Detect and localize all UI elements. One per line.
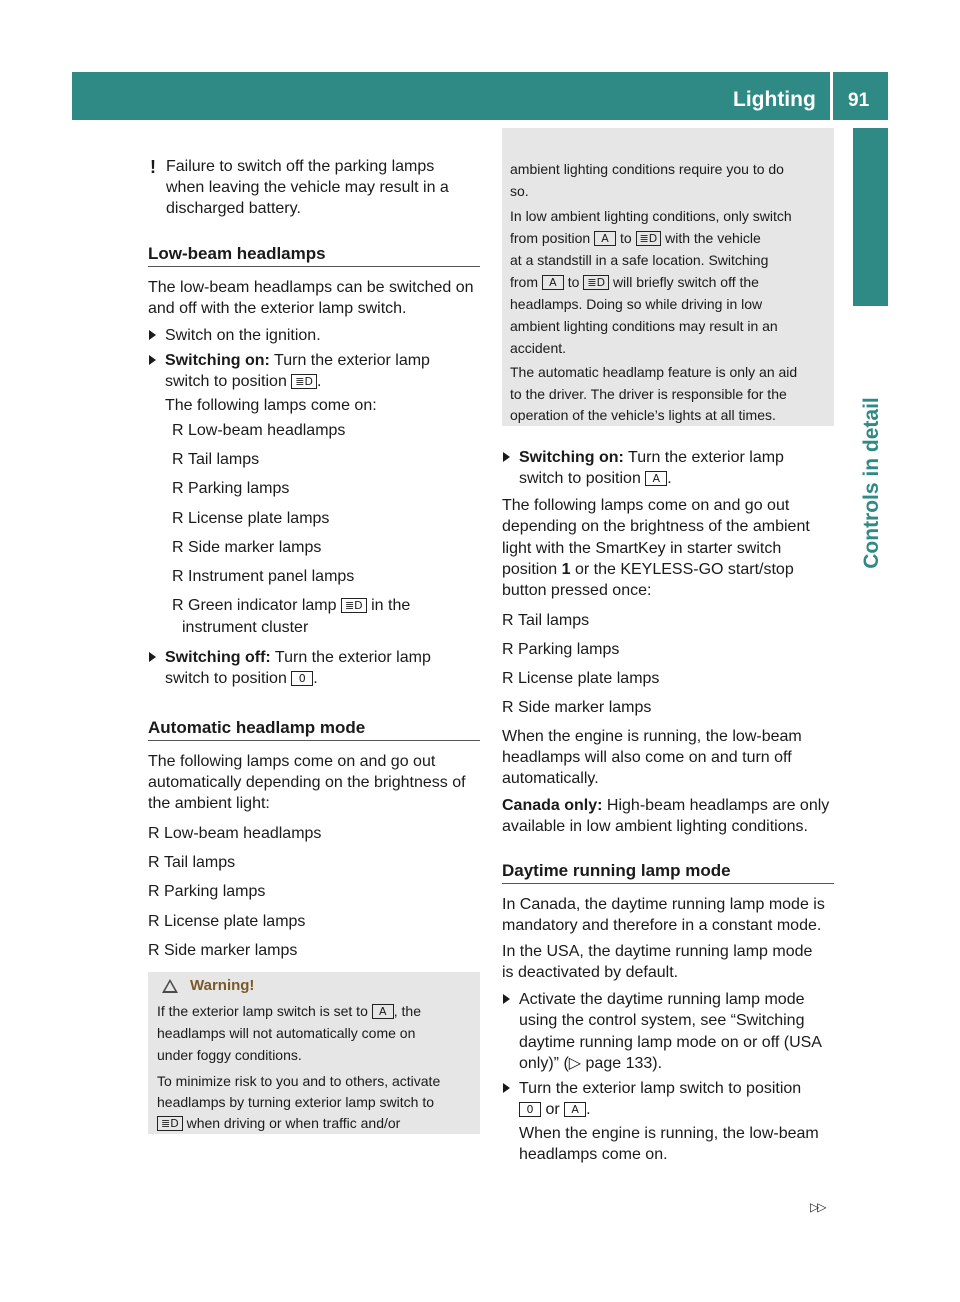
list-item: R Tail lamps	[172, 451, 260, 468]
step-arrow-icon	[503, 452, 510, 462]
list-item: R License plate lamps	[172, 510, 330, 527]
list-item: R License plate lamps	[502, 670, 660, 687]
low-beam-symbol-icon: ≣D	[291, 374, 317, 389]
note-icon: !	[150, 157, 156, 177]
list-item: R Instrument panel lamps	[172, 568, 355, 585]
step-arrow-icon	[149, 652, 156, 662]
step-label: Switching on:	[165, 352, 270, 369]
low-beam-symbol-icon: ≣D	[583, 275, 609, 290]
warning-line: operation of the vehicle’s lights at all times.	[510, 407, 776, 423]
warning-line: The automatic headlamp feature is only an aid	[510, 364, 798, 380]
follow-line: light with the SmartKey in starter switch	[502, 540, 782, 557]
auto-symbol-icon: A	[564, 1102, 586, 1117]
engine-line: When the engine is running, the low-beam	[502, 728, 802, 745]
warning-line: at a standstill in a safe location. Switching	[510, 252, 769, 268]
warning-line: If the exterior lamp switch is set to A , the	[157, 1003, 421, 1019]
side-tab-label: Controls in detail	[860, 397, 883, 569]
follow-line: button pressed once:	[502, 582, 652, 599]
warning-line: ≣D when driving or when traffic and/or	[157, 1113, 400, 1135]
drl-line: mandatory and therefore in a constant mode.	[502, 917, 822, 934]
step-follow: The following lamps come on:	[165, 397, 377, 414]
warning-line: under foggy conditions.	[157, 1047, 302, 1063]
warning-line: from position A to ≣D with the vehicle	[510, 230, 761, 246]
list-item: R Tail lamps	[502, 612, 590, 629]
header-divider	[830, 72, 833, 120]
low-beam-symbol-icon: ≣D	[157, 1116, 183, 1131]
auto-symbol-icon: A	[594, 231, 616, 246]
heading-rule	[148, 266, 480, 267]
warning-line: ambient lighting conditions require you to do	[510, 161, 784, 177]
list-item: R Side marker lamps	[502, 699, 652, 716]
drl-step: daytime running lamp mode on or off (USA	[519, 1034, 822, 1051]
canada-line: available in low ambient lighting conditions.	[502, 818, 808, 835]
auto-symbol-icon: A	[372, 1004, 394, 1019]
canada-line: Canada only: High-beam headlamps are only	[502, 797, 830, 814]
list-item: R Low-beam headlamps	[148, 825, 322, 842]
list-item: R Green indicator lamp ≣D in the	[172, 597, 411, 614]
drl-step: 0 or A .	[519, 1099, 591, 1120]
step-switching-on-auto: Switching on: Turn the exterior lamp	[519, 449, 784, 466]
warning-line: headlamps by turning exterior lamp switch to	[157, 1094, 435, 1110]
engine-line: headlamps will also come on and turn off	[502, 749, 792, 766]
step-arrow-icon	[503, 1083, 510, 1093]
auto-symbol-icon: A	[645, 471, 667, 486]
list-item: R Parking lamps	[172, 480, 290, 497]
step-arrow-icon	[149, 330, 156, 340]
heading-low-beam: Low-beam headlamps	[148, 244, 326, 263]
off-symbol-icon: 0	[291, 671, 313, 686]
drl-step: Activate the daytime running lamp mode	[519, 991, 805, 1008]
heading-drl: Daytime running lamp mode	[502, 861, 731, 880]
list-item: R Tail lamps	[148, 854, 236, 871]
engine-line: automatically.	[502, 770, 599, 787]
follow-line: depending on the brightness of the ambient	[502, 518, 810, 535]
page-number: 91	[848, 90, 870, 111]
list-item: R Side marker lamps	[148, 942, 298, 959]
side-tab	[853, 128, 888, 306]
auto-symbol-icon: A	[542, 275, 564, 290]
note-text: Failure to switch off the parking lamps when leaving the vehicle may result in a discharged battery.	[166, 158, 449, 217]
list-item: R License plate lamps	[148, 913, 306, 930]
auto-intro: The following lamps come on and go out automatically depending on the brightness of the ambient light:	[148, 753, 466, 812]
drl-step: Turn the exterior lamp switch to position	[519, 1080, 802, 1097]
warning-title: Warning!	[190, 977, 255, 994]
step-arrow-icon	[503, 994, 510, 1004]
page-reference-link[interactable]: only)” (▷ page 133).	[519, 1055, 663, 1072]
heading-auto: Automatic headlamp mode	[148, 718, 366, 737]
warning-line: accident.	[510, 340, 567, 356]
off-symbol-icon: 0	[519, 1102, 541, 1117]
step-switching-on: Switching on: Turn the exterior lamp switch to position ≣D .	[165, 352, 430, 390]
list-item: R Low-beam headlamps	[172, 422, 346, 439]
list-item-cont: instrument cluster	[182, 619, 309, 636]
drl-step: headlamps come on.	[519, 1146, 668, 1163]
step-text: Turn the exterior lamp switch to position	[165, 352, 430, 390]
follow-line: The following lamps come on and go out	[502, 497, 790, 514]
step-ignition: Switch on the ignition.	[165, 327, 321, 344]
page-title: Lighting	[733, 88, 816, 111]
warning-line: In low ambient lighting conditions, only switch	[510, 208, 792, 224]
list-item: R Side marker lamps	[172, 539, 322, 556]
list-item: R Parking lamps	[502, 641, 620, 658]
list-item: R Parking lamps	[148, 883, 266, 900]
step-switching-on-auto-cont: switch to position A .	[519, 470, 672, 487]
low-beam-symbol-icon: ≣D	[636, 231, 662, 246]
heading-rule	[502, 883, 834, 884]
drl-step: using the control system, see “Switching	[519, 1012, 805, 1029]
low-beam-intro: The low-beam headlamps can be switched on and off with the exterior lamp switch.	[148, 279, 474, 317]
drl-line: is deactivated by default.	[502, 964, 679, 981]
heading-rule	[148, 740, 480, 741]
warning-icon	[162, 979, 178, 993]
warning-line: headlamps will not automatically come on	[157, 1025, 416, 1041]
step-arrow-icon	[149, 355, 156, 365]
step-switching-off: Switching off: Turn the exterior lamp switch to position 0 .	[165, 649, 431, 687]
drl-line: In the USA, the daytime running lamp mode	[502, 943, 813, 960]
continue-arrows-icon: ▷▷	[810, 1200, 825, 1214]
warning-line: from A to ≣D will briefly switch off the	[510, 274, 759, 290]
drl-step: When the engine is running, the low-beam	[519, 1125, 819, 1142]
drl-line: In Canada, the daytime running lamp mode is	[502, 896, 825, 913]
warning-line: so.	[510, 183, 529, 199]
follow-line: position 1 or the KEYLESS-GO start/stop	[502, 561, 794, 578]
warning-line: ambient lighting conditions may result in an	[510, 318, 778, 334]
warning-line: To minimize risk to you and to others, activate	[157, 1073, 441, 1089]
warning-line: to the driver. The driver is responsible for the	[510, 386, 787, 402]
low-beam-symbol-icon: ≣D	[341, 598, 367, 613]
warning-line: headlamps. Doing so while driving in low	[510, 296, 763, 312]
